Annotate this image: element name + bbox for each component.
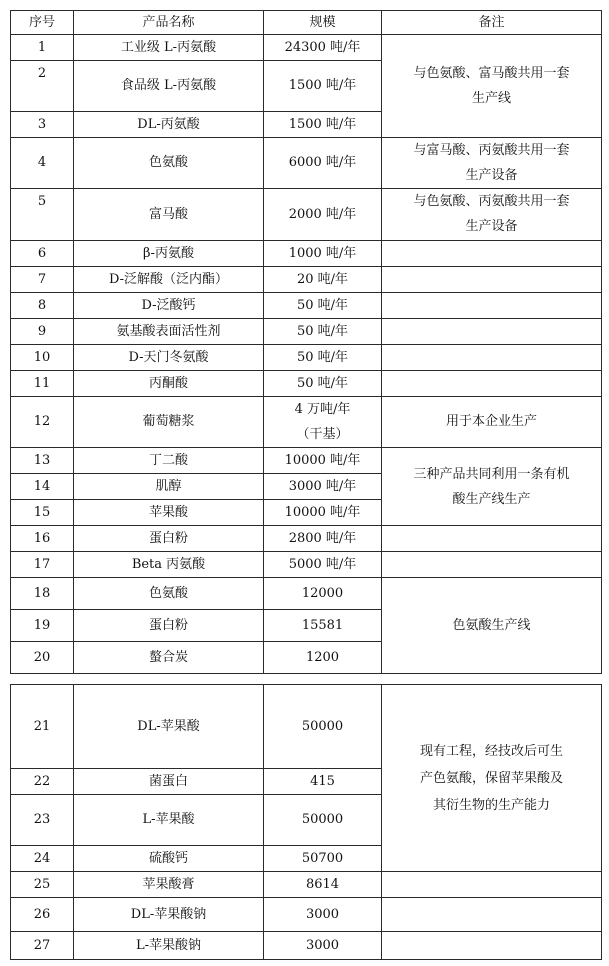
row-name: D-泛酸钙 xyxy=(74,293,264,319)
row-note-empty xyxy=(382,932,602,960)
product-table-top xyxy=(10,10,602,674)
table-row xyxy=(11,319,602,345)
row-name: β-丙氨酸 xyxy=(74,241,264,267)
header-row xyxy=(11,11,602,35)
row-note-empty xyxy=(382,371,602,397)
row-scale: 1500 吨/年 xyxy=(264,112,382,138)
row-scale: 8614 xyxy=(264,872,382,898)
row-note-empty xyxy=(382,241,602,267)
row-note xyxy=(382,448,602,526)
row-scale: 24300 吨/年 xyxy=(264,35,382,61)
row-seq: 3 xyxy=(11,112,74,138)
note-line: 酸生产线生产 xyxy=(452,491,531,507)
table-row xyxy=(11,898,602,932)
row-seq: 20 xyxy=(11,642,74,674)
row-scale: 50000 xyxy=(264,685,382,769)
row-seq: 23 xyxy=(11,795,74,846)
row-note: 色氨酸生产线 xyxy=(382,578,602,674)
row-scale: 3000 xyxy=(264,898,382,932)
row-seq: 19 xyxy=(11,610,74,642)
row-seq: 21 xyxy=(11,685,74,769)
note-line: 生产设备 xyxy=(465,219,518,234)
row-name: L-苹果酸 xyxy=(74,795,264,846)
row-seq: 2 xyxy=(11,61,74,112)
row-note xyxy=(382,35,602,138)
row-scale: 50000 xyxy=(264,795,382,846)
row-scale: 415 xyxy=(264,769,382,795)
row-seq: 12 xyxy=(11,397,74,448)
row-seq: 8 xyxy=(11,293,74,319)
note-line: 现有工程，经技改后可生 xyxy=(419,743,563,759)
row-note-empty xyxy=(382,872,602,898)
header-note: 备注 xyxy=(382,11,602,35)
row-scale: 50700 xyxy=(264,846,382,872)
row-seq: 22 xyxy=(11,769,74,795)
row-name: 富马酸 xyxy=(74,189,264,241)
row-scale: 1200 xyxy=(264,642,382,674)
note-line: 与富马酸、丙氨酸共用一套 xyxy=(413,143,570,158)
row-scale: 10000 吨/年 xyxy=(264,448,382,474)
table-row xyxy=(11,932,602,960)
row-note: 用于本企业生产 xyxy=(382,397,602,448)
table-row xyxy=(11,35,602,61)
row-seq: 14 xyxy=(11,474,74,500)
row-note-empty xyxy=(382,319,602,345)
row-name: 螯合炭 xyxy=(74,642,264,674)
row-seq: 7 xyxy=(11,267,74,293)
row-name: DL-丙氨酸 xyxy=(74,112,264,138)
row-note-empty xyxy=(382,293,602,319)
row-name: 苹果酸膏 xyxy=(74,872,264,898)
note-line: 产色氨酸，保留苹果酸及 xyxy=(419,770,563,786)
row-seq: 27 xyxy=(11,932,74,960)
scale-line: 4 万吨/年 xyxy=(294,402,351,417)
row-scale: 2800 吨/年 xyxy=(264,526,382,552)
row-name: 食品级 L-丙氨酸 xyxy=(74,61,264,112)
table-row xyxy=(11,371,602,397)
table-row xyxy=(11,293,602,319)
row-name: 氨基酸表面活性剂 xyxy=(74,319,264,345)
row-name: D-泛解酸（泛内酯） xyxy=(74,267,264,293)
row-name: 苹果酸 xyxy=(74,500,264,526)
table-gap xyxy=(0,679,609,680)
row-scale: 12000 xyxy=(264,578,382,610)
note-line: 与色氨酸、富马酸共用一套 xyxy=(413,66,570,81)
row-scale: 3000 吨/年 xyxy=(264,474,382,500)
row-name: 工业级 L-丙氨酸 xyxy=(74,35,264,61)
row-seq: 10 xyxy=(11,345,74,371)
note-line: 三种产品共同利用一条有机 xyxy=(413,466,570,482)
row-seq: 18 xyxy=(11,578,74,610)
row-name: 色氨酸 xyxy=(74,578,264,610)
row-scale: 50 吨/年 xyxy=(264,319,382,345)
scale-line: （干基） xyxy=(296,427,349,442)
row-scale: 10000 吨/年 xyxy=(264,500,382,526)
row-scale: 50 吨/年 xyxy=(264,293,382,319)
row-note-empty xyxy=(382,898,602,932)
table-row xyxy=(11,448,602,474)
row-name: 丁二酸 xyxy=(74,448,264,474)
row-name: L-苹果酸钠 xyxy=(74,932,264,960)
header-scale: 规模 xyxy=(264,11,382,35)
row-note xyxy=(382,138,602,189)
table-row xyxy=(11,397,602,448)
table-row xyxy=(11,345,602,371)
row-scale: 15581 xyxy=(264,610,382,642)
row-name: Beta 丙氨酸 xyxy=(74,552,264,578)
row-name: 蛋白粉 xyxy=(74,526,264,552)
row-seq: 16 xyxy=(11,526,74,552)
product-table-bottom xyxy=(10,684,602,960)
row-seq: 5 xyxy=(11,189,74,241)
row-name: 硫酸钙 xyxy=(74,846,264,872)
table-row xyxy=(11,267,602,293)
row-name: D-天门冬氨酸 xyxy=(74,345,264,371)
row-seq: 9 xyxy=(11,319,74,345)
row-name: DL-苹果酸钠 xyxy=(74,898,264,932)
row-note xyxy=(382,189,602,241)
row-note xyxy=(382,685,602,872)
row-seq: 26 xyxy=(11,898,74,932)
table-row xyxy=(11,189,602,241)
note-line: 其衍生物的生产能力 xyxy=(432,797,550,813)
row-scale: 1500 吨/年 xyxy=(264,61,382,112)
row-note-empty xyxy=(382,526,602,552)
table-row xyxy=(11,241,602,267)
row-name: 蛋白粉 xyxy=(74,610,264,642)
row-scale: 2000 吨/年 xyxy=(264,189,382,241)
row-seq: 13 xyxy=(11,448,74,474)
row-name: DL-苹果酸 xyxy=(74,685,264,769)
row-seq: 1 xyxy=(11,35,74,61)
row-scale: 50 吨/年 xyxy=(264,371,382,397)
row-seq: 4 xyxy=(11,138,74,189)
row-seq: 17 xyxy=(11,552,74,578)
note-line: 生产线 xyxy=(471,91,511,106)
row-seq: 15 xyxy=(11,500,74,526)
header-name: 产品名称 xyxy=(74,11,264,35)
row-name: 肌醇 xyxy=(74,474,264,500)
row-seq: 25 xyxy=(11,872,74,898)
note-line: 与色氨酸、丙氨酸共用一套 xyxy=(413,194,570,209)
row-note-empty xyxy=(382,552,602,578)
row-scale xyxy=(264,397,382,448)
row-name: 丙酮酸 xyxy=(74,371,264,397)
table-row xyxy=(11,578,602,610)
table-row xyxy=(11,552,602,578)
row-scale: 5000 吨/年 xyxy=(264,552,382,578)
row-seq: 11 xyxy=(11,371,74,397)
row-note-empty xyxy=(382,267,602,293)
row-scale: 50 吨/年 xyxy=(264,345,382,371)
row-name: 色氨酸 xyxy=(74,138,264,189)
table-row xyxy=(11,138,602,189)
row-scale: 1000 吨/年 xyxy=(264,241,382,267)
row-scale: 20 吨/年 xyxy=(264,267,382,293)
row-seq: 24 xyxy=(11,846,74,872)
row-name: 菌蛋白 xyxy=(74,769,264,795)
header-seq: 序号 xyxy=(11,11,74,35)
table-row xyxy=(11,685,602,769)
row-scale: 3000 xyxy=(264,932,382,960)
note-line: 生产设备 xyxy=(465,168,518,183)
row-scale: 6000 吨/年 xyxy=(264,138,382,189)
table-row xyxy=(11,872,602,898)
table-row xyxy=(11,526,602,552)
row-seq: 6 xyxy=(11,241,74,267)
row-note-empty xyxy=(382,345,602,371)
row-name: 葡萄糖浆 xyxy=(74,397,264,448)
